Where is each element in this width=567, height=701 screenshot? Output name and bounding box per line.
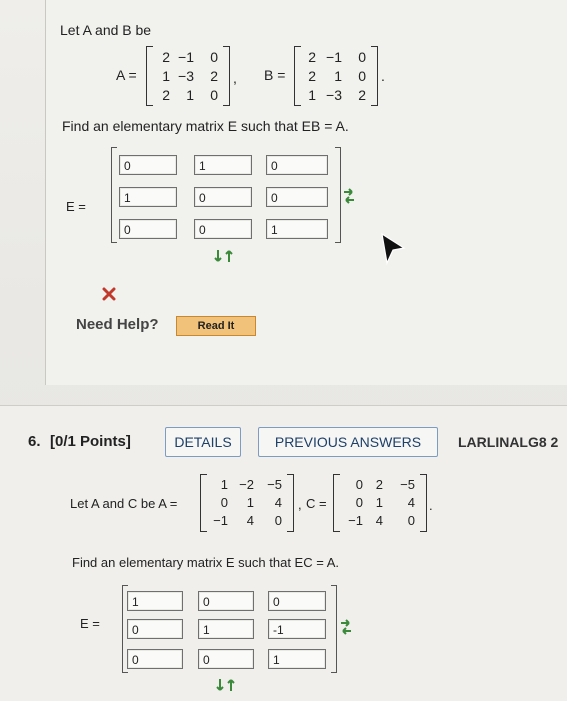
answer-input[interactable]: 0 [268, 591, 326, 611]
problem-6-question: Find an elementary matrix E such that EC = A. [72, 555, 339, 570]
matrix-b [294, 46, 378, 106]
matrix-cell: 0 [220, 495, 228, 510]
matrix-cell: 2 [308, 68, 316, 84]
answer-input[interactable]: 0 [127, 649, 183, 669]
problem-6-number: 6. [28, 433, 41, 450]
matrix-cell: −1 [178, 49, 194, 65]
resize-columns-icon[interactable] [340, 617, 352, 642]
problem-5-question: Find an elementary matrix E such that EB = A. [62, 118, 349, 134]
matrix-cell: 2 [210, 68, 218, 84]
read-it-button[interactable]: Read It [176, 316, 256, 336]
matrix-a [200, 474, 294, 532]
matrix-cell: 1 [308, 87, 316, 103]
x-mark-icon [102, 287, 116, 306]
matrix-cell: −5 [400, 477, 415, 492]
matrix-cell: −5 [267, 477, 282, 492]
answer-input[interactable]: 1 [194, 155, 252, 175]
period: . [381, 68, 385, 84]
answer-input[interactable]: 0 [194, 219, 252, 239]
resize-columns-icon[interactable] [343, 186, 355, 211]
matrix-b-label: B = [264, 67, 286, 83]
answer-input[interactable]: 0 [198, 591, 254, 611]
mouse-cursor-icon [378, 232, 408, 271]
matrix-cell: 0 [358, 49, 366, 65]
answer-input[interactable]: 0 [266, 155, 328, 175]
resize-rows-icon[interactable] [215, 678, 237, 697]
answer-input[interactable]: 0 [194, 187, 252, 207]
matrix-cell: 0 [355, 477, 363, 492]
matrix-cell: 1 [375, 495, 383, 510]
matrix-cell: 0 [210, 49, 218, 65]
matrix-cell: −1 [213, 513, 228, 528]
matrix-cell: 0 [355, 495, 363, 510]
comma: , [298, 497, 302, 512]
matrix-cell: 0 [358, 68, 366, 84]
comma: , [233, 70, 237, 86]
matrix-cell: 1 [220, 477, 228, 492]
answer-input[interactable]: 1 [268, 649, 326, 669]
problem-5-intro: Let A and B be [60, 22, 152, 38]
answer-input[interactable]: 1 [266, 219, 328, 239]
matrix-cell: 2 [358, 87, 366, 103]
matrix-c-label: C = [306, 496, 327, 511]
matrix-e-label: E = [66, 199, 86, 214]
matrix-cell: −2 [239, 477, 254, 492]
matrix-c [333, 474, 427, 532]
previous-answers-button[interactable]: PREVIOUS ANSWERS [258, 427, 438, 457]
matrix-e-label: E = [80, 616, 100, 631]
answer-bracket-right [335, 147, 341, 243]
matrix-cell: 2 [375, 477, 383, 492]
details-button[interactable]: DETAILS [165, 427, 241, 457]
matrix-cell: 1 [246, 495, 254, 510]
answer-input[interactable]: 0 [266, 187, 328, 207]
matrix-cell: 4 [274, 495, 282, 510]
matrix-cell: −1 [326, 49, 342, 65]
matrix-a [146, 46, 230, 106]
problem-6-points: [0/1 Points] [50, 433, 131, 450]
matrix-cell: −3 [326, 87, 342, 103]
answer-input[interactable]: 0 [127, 619, 183, 639]
need-help-label: Need Help? [76, 316, 159, 333]
matrix-cell: 2 [162, 87, 170, 103]
matrix-cell: 4 [375, 513, 383, 528]
answer-input[interactable]: 0 [198, 649, 254, 669]
period: . [429, 498, 433, 513]
matrix-cell: 1 [186, 87, 194, 103]
matrix-cell: 0 [210, 87, 218, 103]
matrix-cell: 2 [162, 49, 170, 65]
matrix-cell: 4 [246, 513, 254, 528]
matrix-a-label: A = [116, 67, 137, 83]
matrix-cell: −3 [178, 68, 194, 84]
answer-input[interactable]: 0 [119, 219, 177, 239]
resize-rows-icon[interactable] [213, 249, 235, 268]
matrix-cell: 0 [407, 513, 415, 528]
answer-input[interactable]: 1 [127, 591, 183, 611]
answer-input[interactable]: 0 [119, 155, 177, 175]
answer-input[interactable]: 1 [119, 187, 177, 207]
matrix-cell: 4 [407, 495, 415, 510]
course-code: LARLINALG8 2 [458, 434, 559, 450]
problem-6-intro: Let A and C be A = [70, 496, 178, 511]
matrix-cell: 1 [162, 68, 170, 84]
answer-input[interactable]: -1 [268, 619, 326, 639]
answer-bracket-left [111, 147, 117, 243]
answer-input[interactable]: 1 [198, 619, 254, 639]
matrix-cell: 2 [308, 49, 316, 65]
answer-bracket-right [331, 585, 337, 673]
matrix-cell: 0 [274, 513, 282, 528]
matrix-cell: 1 [334, 68, 342, 84]
matrix-cell: −1 [348, 513, 363, 528]
